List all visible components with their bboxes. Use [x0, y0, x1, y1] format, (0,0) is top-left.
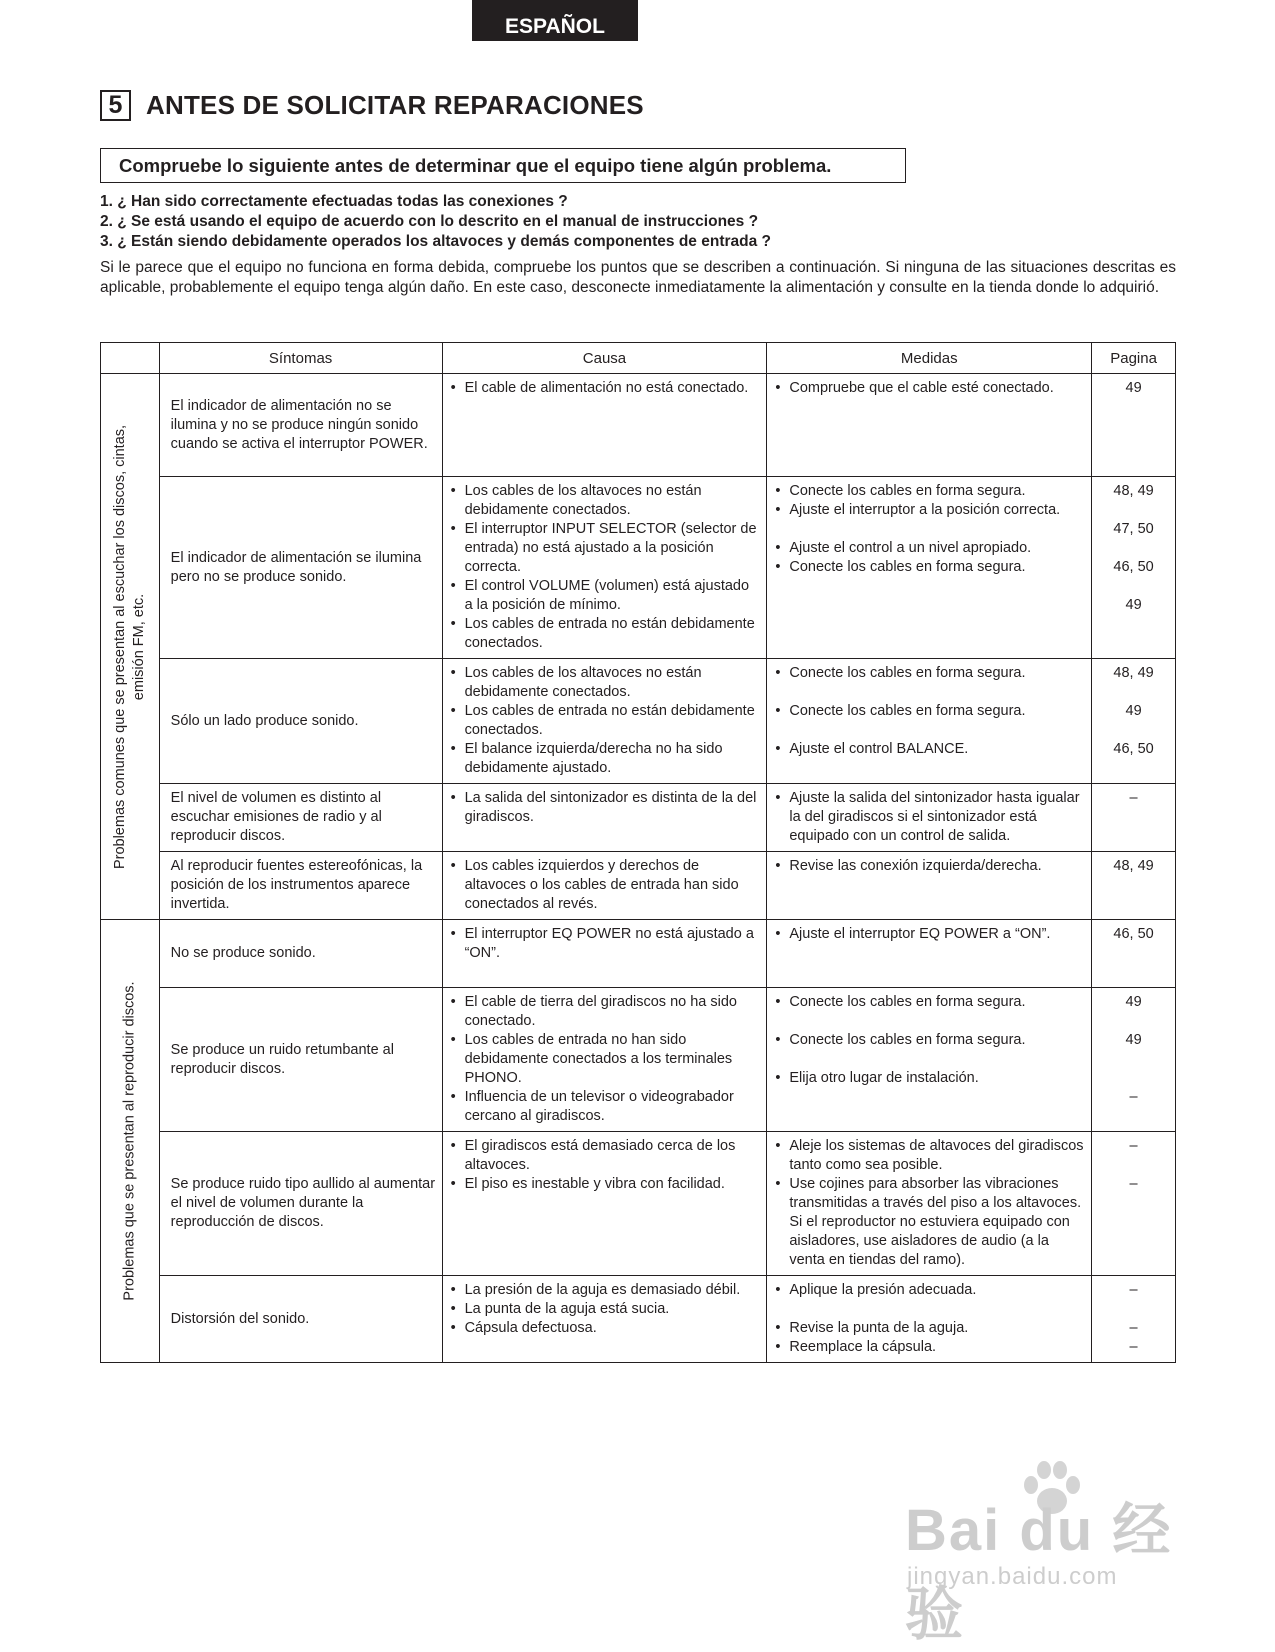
- bullet-icon: •: [450, 1089, 456, 1105]
- question-item: 1. ¿ Han sido correctamente efectuadas todas las conexiones ?: [100, 193, 568, 210]
- page-ref: –: [1129, 1282, 1138, 1298]
- cause-item-text: El balance izquierda/derecha no ha sido debidamente ajustado.: [464, 741, 723, 776]
- measure-item: [775, 1069, 1085, 1088]
- question-item: 2. ¿ Se está usando el equipo de acuerdo con lo descrito en el manual de instrucciones ?: [100, 213, 759, 230]
- table-row: [101, 988, 1176, 1132]
- page-ref: –: [1129, 1176, 1138, 1192]
- category-label: Problemas comunes que se presentan al escuchar los discos, cintas, emisión FM, etc.: [111, 424, 147, 869]
- measure-item-text: Aplique la presión adecuada.: [789, 1282, 977, 1298]
- measure-item-text: Elija otro lugar de instalación.: [789, 1070, 979, 1086]
- measure-item: [775, 482, 1085, 501]
- cause-item: [451, 482, 761, 520]
- measure-cell: [767, 988, 1092, 1132]
- measure-item-text: Use cojines para absorber las vibraciones transmitidas a través del piso a los altavoces. Si el reproductor no estuviera equipado con aisladores, use aisladores de audio (a la venta en tiendas del ramo).: [789, 1176, 1082, 1268]
- cause-item-text: El control VOLUME (volumen) está ajustado a la posición de mínimo.: [464, 578, 750, 613]
- table-row: [101, 477, 1176, 659]
- cause-cell: [442, 1132, 767, 1276]
- cause-item: [451, 1300, 761, 1319]
- cause-item-text: La salida del sintonizador es distinta de la del giradiscos.: [464, 790, 757, 825]
- table-row: [101, 784, 1176, 852]
- page-ref: 46, 50: [1113, 741, 1154, 757]
- cause-cell: [442, 852, 767, 920]
- symptom-cell: Sólo un lado produce sonido.: [159, 659, 442, 784]
- header-category: [101, 343, 160, 374]
- category-label: Problemas que se presentan al reproducir discos.: [121, 981, 138, 1301]
- page-cell: [1092, 1132, 1176, 1276]
- bullet-icon: •: [450, 741, 456, 757]
- bullet-icon: •: [450, 1032, 456, 1048]
- measure-item: [775, 664, 1085, 683]
- page-ref: –: [1129, 1320, 1138, 1336]
- intro-paragraph: Si le parece que el equipo no funciona en forma debida, compruebe los puntos que se describen a continuación. Si ninguna de las situaciones descritas es aplicable, probablemente el equipo tenga algún daño. En este caso, desconecte inmediatamente la alimentación y consulte en la tienda donde lo adquirió.: [100, 259, 1176, 296]
- symptom-cell: El indicador de alimentación no se ilumina y no se produce ningún sonido cuando se activa el interruptor POWER.: [159, 374, 442, 477]
- page-ref: 49: [1125, 994, 1142, 1010]
- measure-item-text: Conecte los cables en forma segura.: [789, 559, 1026, 575]
- symptom-cell: Se produce un ruido retumbante al reproducir discos.: [159, 988, 442, 1132]
- measure-cell: [767, 659, 1092, 784]
- page-ref: 49: [1125, 380, 1142, 396]
- bullet-icon: •: [450, 703, 456, 719]
- measure-cell: [767, 1276, 1092, 1363]
- bullet-icon: •: [775, 502, 781, 518]
- cause-item-text: El cable de tierra del giradiscos no ha sido conectado.: [464, 994, 737, 1029]
- cause-item: [451, 1031, 761, 1088]
- bullet-icon: •: [775, 380, 781, 396]
- cause-cell: [442, 1276, 767, 1363]
- cause-item: [451, 857, 761, 914]
- cause-item: [451, 1175, 761, 1194]
- bullet-icon: •: [450, 578, 456, 594]
- cause-item-text: Los cables de entrada no están debidamente conectados.: [464, 616, 755, 651]
- bullet-icon: •: [775, 1138, 781, 1154]
- measure-item-text: Compruebe que el cable esté conectado.: [789, 380, 1054, 396]
- table-row: [101, 1132, 1176, 1276]
- page-cell: [1092, 784, 1176, 852]
- bullet-icon: •: [775, 1339, 781, 1355]
- bullet-icon: •: [450, 994, 456, 1010]
- header-medidas: Medidas: [767, 343, 1092, 374]
- measure-item: [775, 1175, 1085, 1270]
- bullet-icon: •: [450, 616, 456, 632]
- bullet-icon: •: [775, 540, 781, 556]
- category-cell: [101, 374, 160, 920]
- cause-item-text: El giradiscos está demasiado cerca de los altavoces.: [464, 1138, 736, 1173]
- cause-item: [451, 577, 761, 615]
- cause-item: [451, 925, 761, 963]
- measure-item-text: Ajuste el control a un nivel apropiado.: [789, 540, 1032, 556]
- bullet-icon: •: [775, 994, 781, 1010]
- cause-item: [451, 993, 761, 1031]
- page-cell: [1092, 988, 1176, 1132]
- cause-item-text: Los cables izquierdos y derechos de altavoces o los cables de entrada han sido conectados al revés.: [464, 858, 739, 912]
- measure-item-text: Reemplace la cápsula.: [789, 1339, 937, 1355]
- cause-item: [451, 1088, 761, 1126]
- page-ref: –: [1129, 1089, 1138, 1105]
- cause-item-text: El piso es inestable y vibra con facilidad.: [464, 1176, 725, 1192]
- bullet-icon: •: [450, 1138, 456, 1154]
- bullet-icon: •: [450, 1301, 456, 1317]
- page-ref: 47, 50: [1113, 521, 1154, 537]
- cause-item-text: Cápsula defectuosa.: [464, 1320, 597, 1336]
- cause-item: [451, 1281, 761, 1300]
- measure-item-text: Conecte los cables en forma segura.: [789, 1032, 1026, 1048]
- bullet-icon: •: [450, 483, 456, 499]
- measure-item: [775, 702, 1085, 721]
- table-row: [101, 852, 1176, 920]
- symptom-cell: Al reproducir fuentes estereofónicas, la posición de los instrumentos aparece invertida.: [159, 852, 442, 920]
- cause-cell: [442, 374, 767, 477]
- measure-item-text: Ajuste el interruptor a la posición correcta.: [789, 502, 1061, 518]
- cause-item: [451, 615, 761, 653]
- cause-cell: [442, 920, 767, 988]
- bullet-icon: •: [775, 1176, 781, 1192]
- measure-item-text: Ajuste el interruptor EQ POWER a “ON”.: [789, 926, 1051, 942]
- measure-item-text: Conecte los cables en forma segura.: [789, 703, 1026, 719]
- page-ref: 46, 50: [1113, 559, 1154, 575]
- measure-item: [775, 993, 1085, 1012]
- bullet-icon: •: [775, 1282, 781, 1298]
- bullet-icon: •: [450, 521, 456, 537]
- cause-item: [451, 740, 761, 778]
- bullet-icon: •: [775, 741, 781, 757]
- header-pagina: Pagina: [1092, 343, 1176, 374]
- measure-cell: [767, 920, 1092, 988]
- table-header-row: [101, 343, 1176, 374]
- bullet-icon: •: [775, 790, 781, 806]
- cause-item: [451, 702, 761, 740]
- page-ref: 48, 49: [1113, 483, 1154, 499]
- bullet-icon: •: [775, 1032, 781, 1048]
- measure-item-text: Conecte los cables en forma segura.: [789, 665, 1026, 681]
- category-cell: [101, 920, 160, 1363]
- bullet-icon: •: [450, 380, 456, 396]
- bullet-icon: •: [450, 1176, 456, 1192]
- table-row: [101, 920, 1176, 988]
- symptom-cell: No se produce sonido.: [159, 920, 442, 988]
- bullet-icon: •: [450, 1282, 456, 1298]
- measure-item-text: Conecte los cables en forma segura.: [789, 994, 1026, 1010]
- measure-item: [775, 558, 1085, 577]
- page-ref: –: [1129, 1339, 1138, 1355]
- check-banner: Compruebe lo siguiente antes de determinar que el equipo tiene algún problema.: [100, 148, 906, 183]
- bullet-icon: •: [775, 1320, 781, 1336]
- cause-item: [451, 789, 761, 827]
- measure-item-text: Conecte los cables en forma segura.: [789, 483, 1026, 499]
- cause-item-text: Los cables de entrada no han sido debidamente conectados a los terminales PHONO.: [464, 1032, 733, 1086]
- symptom-cell: Distorsión del sonido.: [159, 1276, 442, 1363]
- measure-item: [775, 379, 1085, 398]
- section-number: 5: [100, 90, 131, 121]
- measure-cell: [767, 374, 1092, 477]
- page-cell: [1092, 852, 1176, 920]
- table-row: [101, 1276, 1176, 1363]
- cause-item-text: La punta de la aguja está sucia.: [464, 1301, 670, 1317]
- bullet-icon: •: [775, 858, 781, 874]
- measure-item: [775, 1281, 1085, 1300]
- cause-item-text: Influencia de un televisor o videograbador cercano al giradiscos.: [464, 1089, 734, 1124]
- measure-item: [775, 1319, 1085, 1338]
- cause-item-text: El cable de alimentación no está conectado.: [464, 380, 749, 396]
- page-cell: [1092, 659, 1176, 784]
- cause-item: [451, 520, 761, 577]
- measure-cell: [767, 784, 1092, 852]
- page-cell: [1092, 920, 1176, 988]
- cause-cell: [442, 659, 767, 784]
- header-sintomas: Síntomas: [159, 343, 442, 374]
- page-ref: 49: [1125, 597, 1142, 613]
- page-ref: 49: [1125, 1032, 1142, 1048]
- cause-item: [451, 379, 761, 398]
- measure-item: [775, 501, 1085, 520]
- cause-item: [451, 1319, 761, 1338]
- bullet-icon: •: [775, 703, 781, 719]
- bullet-icon: •: [775, 483, 781, 499]
- cause-cell: [442, 988, 767, 1132]
- language-tab: ESPAÑOL: [472, 0, 638, 41]
- symptom-cell: El indicador de alimentación se ilumina pero no se produce sonido.: [159, 477, 442, 659]
- table-row: [101, 659, 1176, 784]
- measure-item: [775, 1338, 1085, 1357]
- bullet-icon: •: [450, 1320, 456, 1336]
- bullet-icon: •: [775, 665, 781, 681]
- question-list: [100, 192, 1175, 252]
- measure-item: [775, 1137, 1085, 1175]
- watermark-url: jingyan.baidu.com: [907, 1563, 1118, 1590]
- measure-item: [775, 857, 1085, 876]
- troubleshooting-table: [100, 342, 1176, 1363]
- cause-cell: [442, 477, 767, 659]
- bullet-icon: •: [450, 926, 456, 942]
- cause-item-text: La presión de la aguja es demasiado débil.: [464, 1282, 741, 1298]
- page-cell: [1092, 1276, 1176, 1363]
- measure-item-text: Aleje los sistemas de altavoces del giradiscos tanto como sea posible.: [789, 1138, 1084, 1173]
- header-causa: Causa: [442, 343, 767, 374]
- measure-item: [775, 539, 1085, 558]
- measure-item-text: Ajuste la salida del sintonizador hasta igualar la del giradiscos si el sintonizador está equipado con un control de salida.: [789, 790, 1080, 844]
- symptom-cell: El nivel de volumen es distinto al escuchar emisiones de radio y al reproducir discos.: [159, 784, 442, 852]
- cause-item: [451, 664, 761, 702]
- cause-cell: [442, 784, 767, 852]
- symptom-cell: Se produce ruido tipo aullido al aumentar el nivel de volumen durante la reproducción de discos.: [159, 1132, 442, 1276]
- page-title: ANTES DE SOLICITAR REPARACIONES: [146, 90, 644, 120]
- page-ref: 49: [1125, 703, 1142, 719]
- table-row: [101, 374, 1176, 477]
- page-ref: 48, 49: [1113, 665, 1154, 681]
- measure-item: [775, 1031, 1085, 1050]
- page-cell: [1092, 477, 1176, 659]
- page-cell: [1092, 374, 1176, 477]
- bullet-icon: •: [775, 559, 781, 575]
- cause-item-text: Los cables de los altavoces no están debidamente conectados.: [464, 483, 702, 518]
- measure-cell: [767, 1132, 1092, 1276]
- measure-item: [775, 740, 1085, 759]
- cause-item: [451, 1137, 761, 1175]
- bullet-icon: •: [450, 665, 456, 681]
- cause-item-text: El interruptor INPUT SELECTOR (selector de entrada) no está ajustado a la posición correcta.: [464, 521, 757, 575]
- page-ref: –: [1129, 1138, 1138, 1154]
- measure-item-text: Ajuste el control BALANCE.: [789, 741, 969, 757]
- bullet-icon: •: [775, 926, 781, 942]
- question-item: 3. ¿ Están siendo debidamente operados los altavoces y demás componentes de entrada ?: [100, 233, 772, 250]
- page-ref: 46, 50: [1113, 926, 1154, 942]
- section-heading: [100, 90, 644, 121]
- bullet-icon: •: [450, 858, 456, 874]
- measure-item-text: Revise la punta de la aguja.: [789, 1320, 969, 1336]
- page-ref: –: [1129, 790, 1138, 806]
- measure-cell: [767, 477, 1092, 659]
- baidu-watermark: [905, 1455, 1205, 1647]
- measure-cell: [767, 852, 1092, 920]
- measure-item-text: Revise las conexión izquierda/derecha.: [789, 858, 1042, 874]
- measure-item: [775, 925, 1085, 944]
- cause-item-text: Los cables de entrada no están debidamente conectados.: [464, 703, 755, 738]
- bullet-icon: •: [775, 1070, 781, 1086]
- cause-item-text: Los cables de los altavoces no están debidamente conectados.: [464, 665, 702, 700]
- bullet-icon: •: [450, 790, 456, 806]
- cause-item-text: El interruptor EQ POWER no está ajustado a “ON”.: [464, 926, 754, 961]
- watermark-logo: Bai du 经验: [905, 1498, 1173, 1647]
- measure-item: [775, 789, 1085, 846]
- page-ref: 48, 49: [1113, 858, 1154, 874]
